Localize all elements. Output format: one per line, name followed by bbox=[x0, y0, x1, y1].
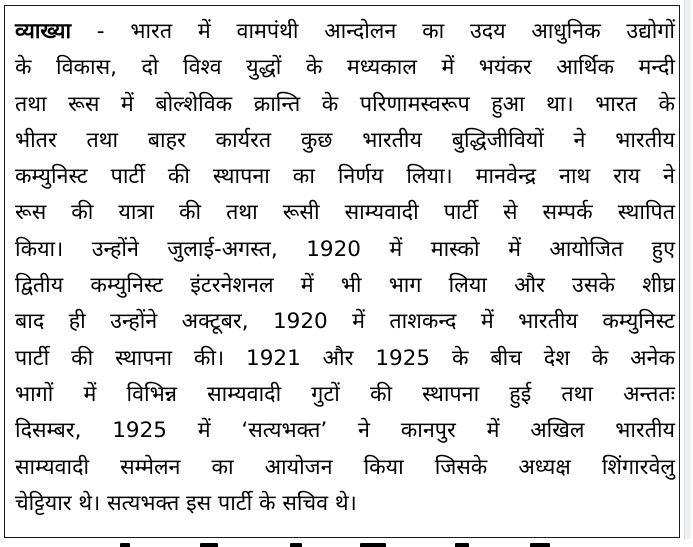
passage-box bbox=[4, 5, 680, 538]
passage-text bbox=[15, 14, 675, 522]
glyph-fragment bbox=[290, 543, 302, 547]
glyph-fragment bbox=[120, 543, 130, 547]
passage-line-12: दिसम्बर, 1925 में ‘सत्यभक्त’ ने कानपुर में अखिल भारतीय bbox=[15, 418, 675, 444]
passage-line-6: रूस की यात्रा की तथा रूसी साम्यवादी पार्टी से सम्पर्क स्थापित bbox=[15, 200, 675, 226]
passage-line-7: किया। उन्होंने जुलाई-अगस्त, 1920 में मास्को में आयोजित हुए bbox=[15, 236, 675, 262]
passage-line-8: द्वितीय कम्युनिस्ट इंटरनेशनल में भी भाग लिया और उसके शीघ्र bbox=[15, 273, 675, 299]
passage-line-3: तथा रूस में बोल्शेविक क्रान्ति के परिणामस्वरूप हुआ था। भारत के bbox=[15, 91, 675, 117]
glyph-fragment bbox=[455, 543, 469, 547]
passage-line-2: के विकास, दो विश्व युद्धों के मध्यकाल में भयंकर आर्थिक मन्दी bbox=[15, 55, 675, 81]
passage-line-13: साम्यवादी सम्मेलन का आयोजन किया जिसके अध्यक्ष शिंगारवेलु bbox=[15, 454, 675, 480]
glyph-fragment bbox=[200, 543, 218, 547]
passage-line-9: बाद ही उन्होंने अक्टूबर, 1920 में ताशकन्द में भारतीय कम्युनिस्ट bbox=[15, 309, 675, 335]
passage-heading: व्याख्या bbox=[15, 19, 72, 44]
glyph-fragment bbox=[530, 543, 550, 547]
passage-line-4: भीतर तथा बाहर कार्यरत कुछ भारतीय बुद्धिजीवियों ने भारतीय bbox=[15, 127, 675, 153]
passage-line-5: कम्युनिस्ट पार्टी की स्थापना का निर्णय लिया। मानवेन्द्र नाथ राय ने bbox=[15, 164, 675, 190]
next-line-fragment bbox=[0, 539, 693, 547]
passage-line-1 bbox=[15, 14, 675, 50]
passage-line-1-text: - भारत में वामपंथी आन्दोलन का उदय आधुनिक उद्योगों bbox=[71, 19, 675, 44]
passage-line-10: पार्टी की स्थापना की। 1921 और 1925 के बीच देश के अनेक bbox=[15, 345, 675, 371]
glyph-fragment bbox=[360, 543, 386, 547]
passage-line-11: भागों में विभिन्न साम्यवादी गुटों की स्थापना हुई तथा अन्ततः bbox=[15, 381, 675, 407]
passage-line-14: चेट्टियार थे। सत्यभक्त इस पार्टी के सचिव थे। bbox=[15, 490, 357, 516]
scrollbar-edge[interactable] bbox=[684, 0, 691, 547]
